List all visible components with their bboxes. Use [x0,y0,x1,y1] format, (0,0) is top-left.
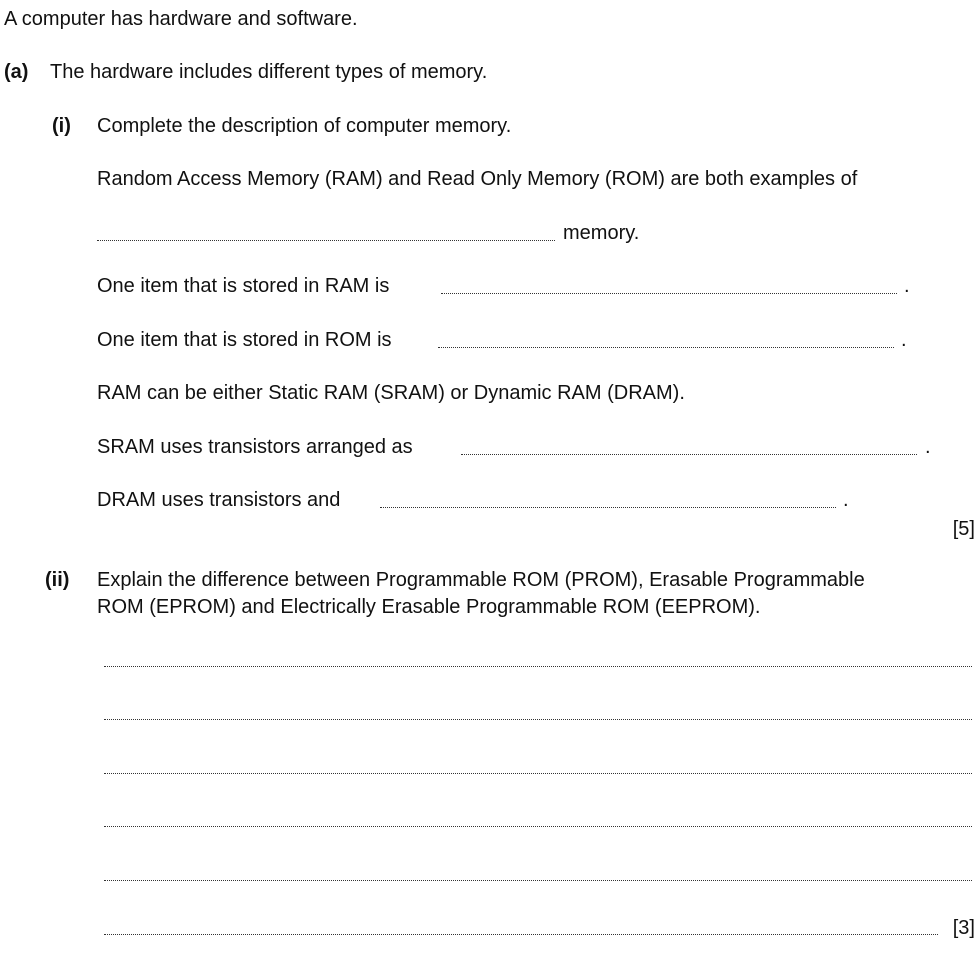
part-i-marks: [5] [952,518,975,540]
answer-blank-dram[interactable] [380,507,836,508]
dram-prefix: DRAM uses transistors and [97,489,341,511]
part-ii-label: (ii) [45,569,70,591]
part-a-label: (a) [4,61,29,83]
part-a-text: The hardware includes different types of memory. [50,61,488,83]
ram-prefix: One item that is stored in RAM is [97,275,390,297]
part-ii-question-line1: Explain the difference between Programmable ROM (PROM), Erasable Programmable [97,569,865,591]
answer-line[interactable] [104,666,972,667]
part-ii-question-line2: ROM (EPROM) and Electrically Erasable Programmable ROM (EEPROM). [97,596,761,618]
part-i-instruction: Complete the description of computer memory. [97,115,512,137]
dram-period: . [843,489,849,511]
answer-blank-sram[interactable] [461,454,917,455]
sram-prefix: SRAM uses transistors arranged as [97,436,413,458]
rom-period: . [901,329,907,351]
answer-line[interactable] [104,719,972,720]
answer-line[interactable] [104,934,938,935]
answer-line[interactable] [104,773,972,774]
sram-dram-sentence: RAM can be either Static RAM (SRAM) or Dynamic RAM (DRAM). [97,382,685,404]
rom-prefix: One item that is stored in ROM is [97,329,392,351]
answer-blank-memory-type[interactable] [97,240,555,241]
intro-text: A computer has hardware and software. [4,8,358,30]
part-ii-marks: [3] [952,917,975,939]
sram-period: . [925,436,931,458]
memory-suffix: memory. [563,222,640,244]
ram-period: . [904,275,910,297]
answer-blank-ram-item[interactable] [441,293,897,294]
part-i-label: (i) [52,115,71,137]
answer-line[interactable] [104,880,972,881]
answer-blank-rom-item[interactable] [438,347,894,348]
answer-line[interactable] [104,826,972,827]
memory-sentence: Random Access Memory (RAM) and Read Only Memory (ROM) are both examples of [97,168,858,190]
